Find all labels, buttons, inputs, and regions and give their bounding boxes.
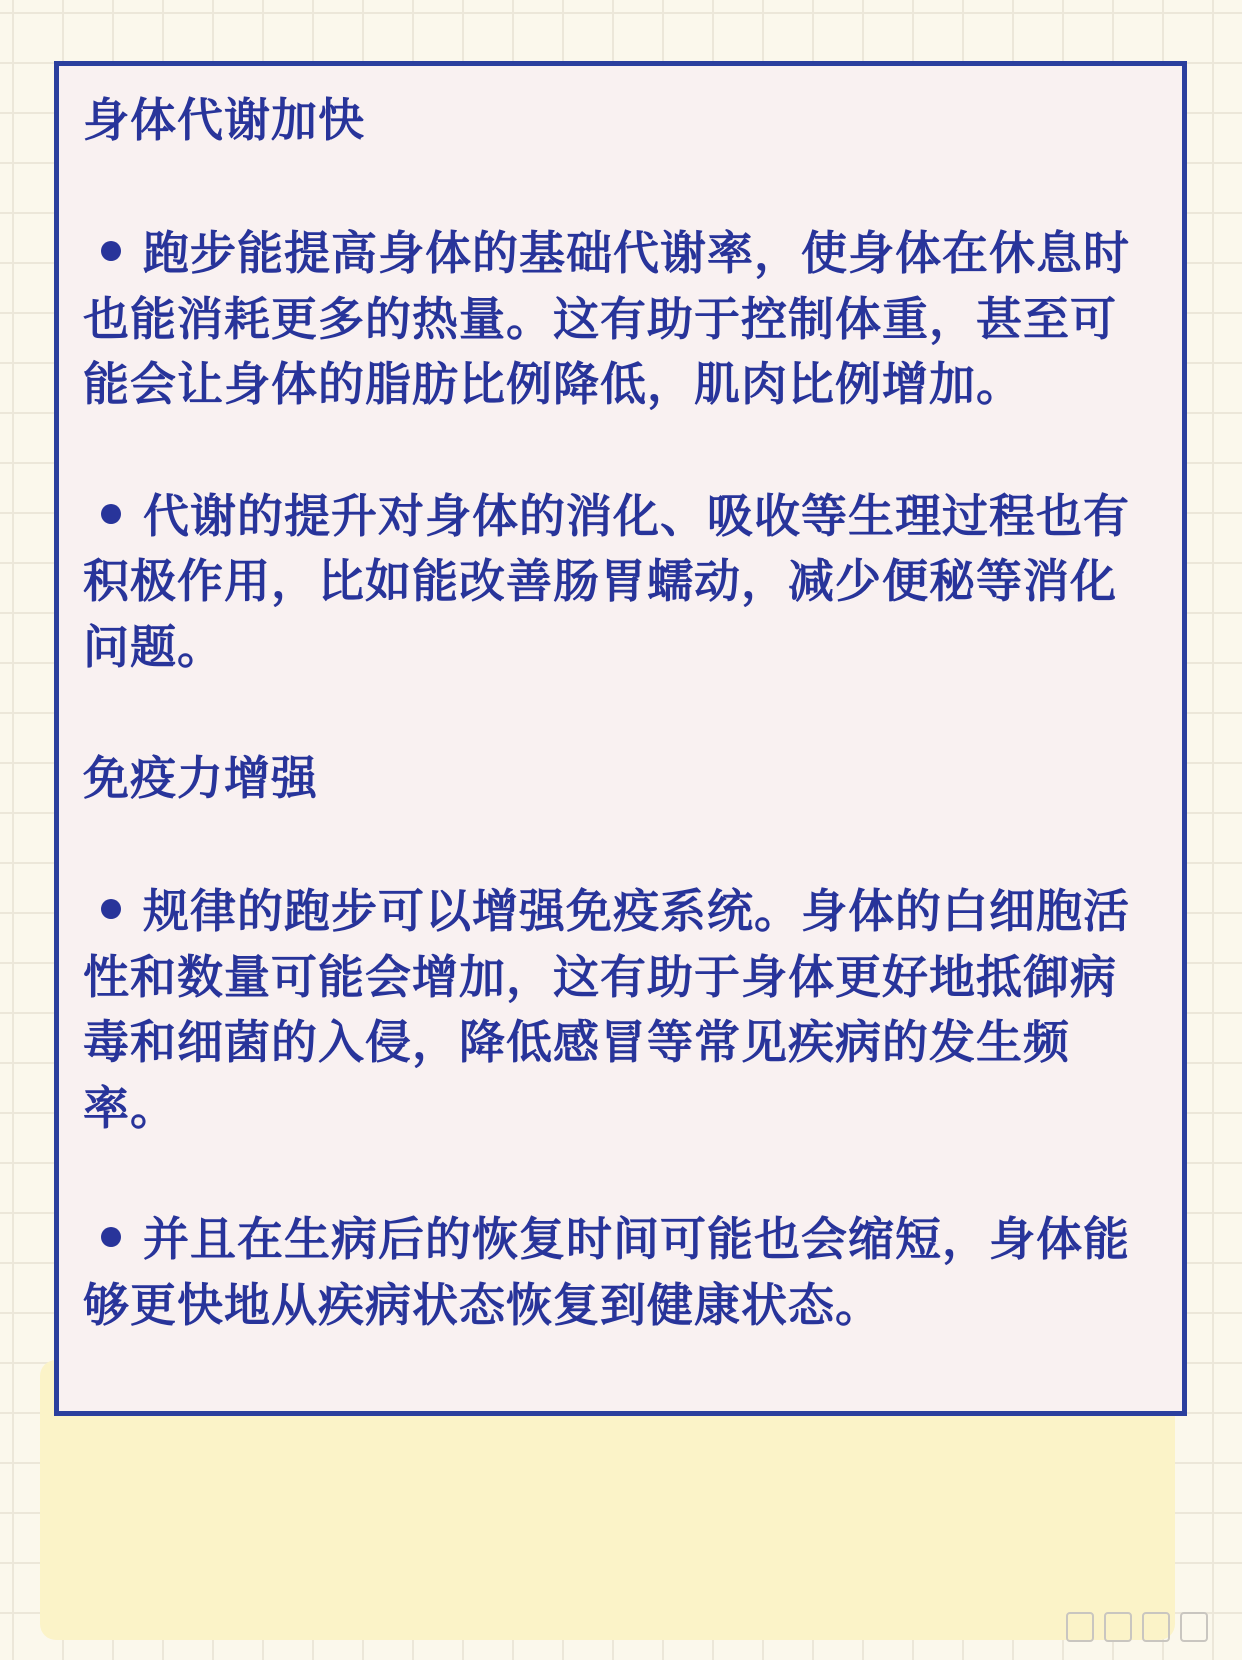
bullet-text: 规律的跑步可以增强免疫系统。身体的白细胞活性和数量可能会增加，这有助于身体更好地抵御病毒和细菌的入侵，降低感冒等常见疾病的发生频率。 (83, 884, 1130, 1135)
watermark-square-icon (1104, 1612, 1132, 1642)
bullet-dot-icon (101, 241, 121, 261)
bullet-text: 并且在生病后的恢复时间可能也会缩短，身体能够更快地从疾病状态恢复到健康状态。 (83, 1212, 1130, 1332)
bullet-item (83, 1207, 1160, 1338)
bullet-dot-icon (101, 1227, 121, 1247)
bullet-item (83, 221, 1160, 418)
bullet-item (83, 484, 1160, 681)
content-card (54, 61, 1187, 1416)
bullet-text: 跑步能提高身体的基础代谢率，使身体在休息时也能消耗更多的热量。这有助于控制体重，甚至可能会让身体的脂肪比例降低，肌肉比例增加。 (83, 226, 1130, 411)
bullet-dot-icon (101, 504, 121, 524)
watermark-square-icon (1142, 1612, 1170, 1642)
bullet-item (83, 879, 1160, 1141)
bullet-text: 代谢的提升对身体的消化、吸收等生理过程也有积极作用，比如能改善肠胃蠕动，减少便秘等消化问题。 (83, 488, 1130, 674)
section-heading-immunity: 免疫力增强 (83, 751, 318, 805)
watermark (1066, 1612, 1208, 1642)
watermark-square-icon (1180, 1612, 1208, 1642)
watermark-square-icon (1066, 1612, 1094, 1642)
bullet-dot-icon (101, 899, 121, 919)
section-heading-metabolism: 身体代谢加快 (83, 93, 365, 147)
